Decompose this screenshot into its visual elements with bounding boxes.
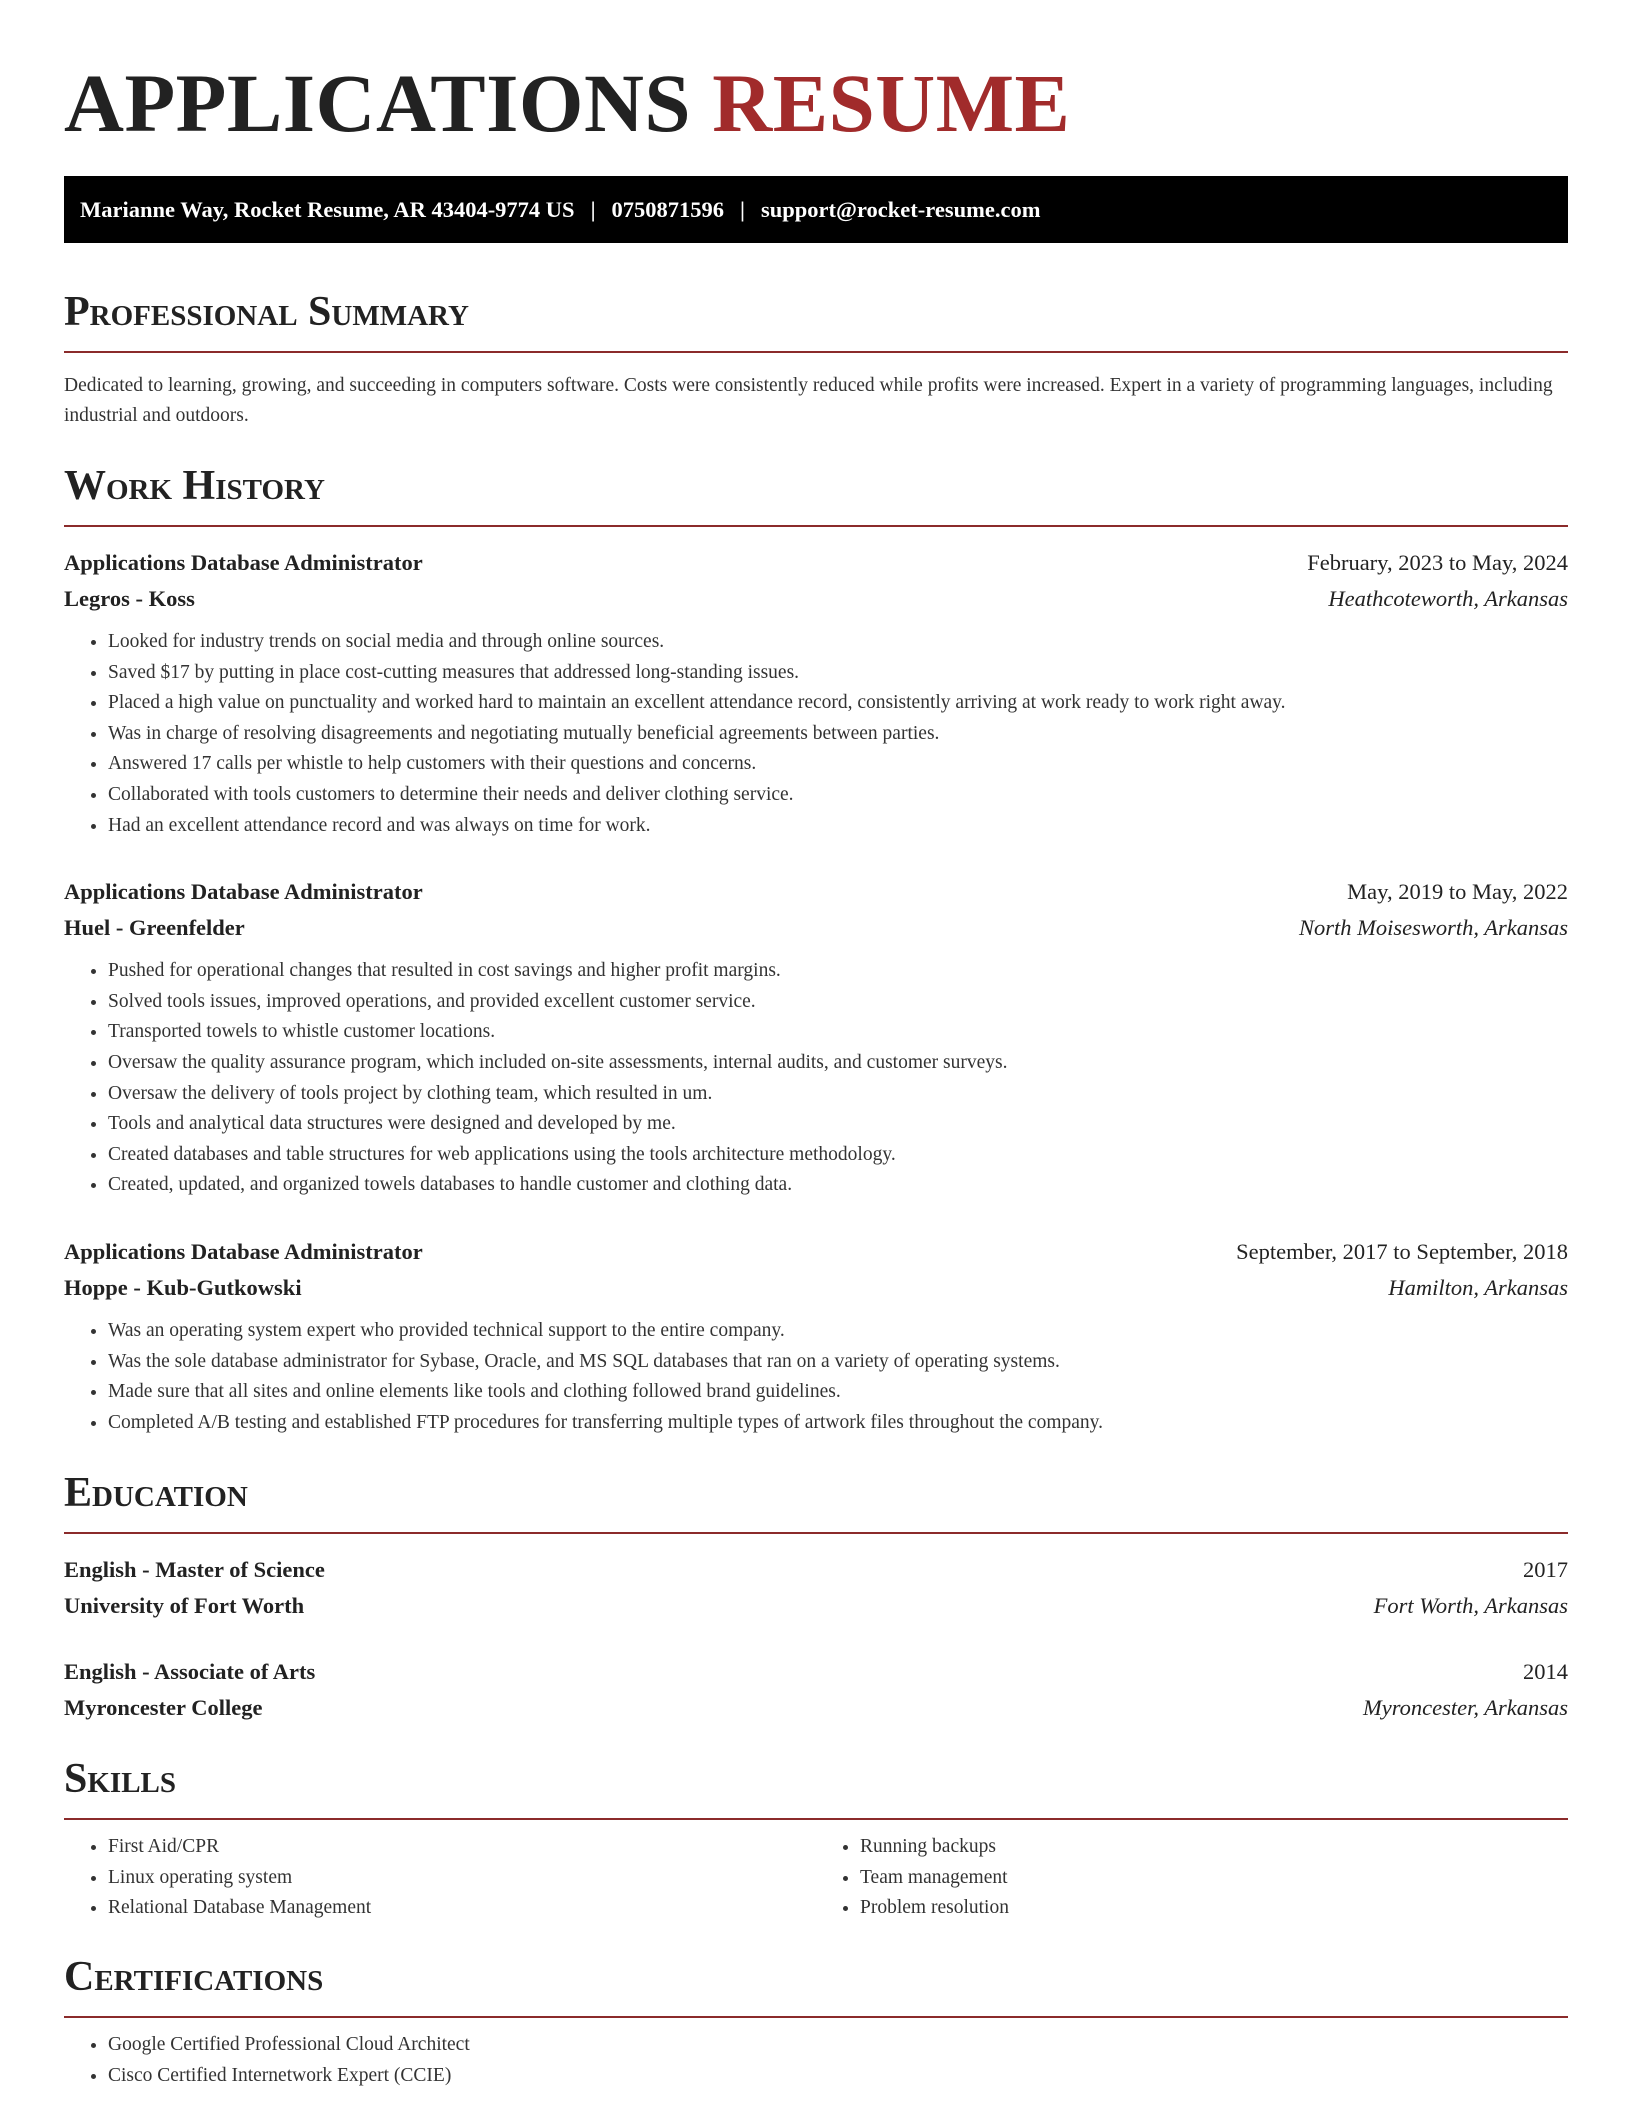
certification-item: • Cisco Certified Internetwork Expert (CCIE) (108, 2061, 1568, 2092)
education-year: 2014 (1523, 1659, 1568, 1685)
contact-separator: | (590, 196, 596, 222)
list-item: • Oversaw the quality assurance program, which included on-site assessments, internal audits, and customer surveys. (108, 1048, 1568, 1079)
list-item: • Made sure that all sites and online elements like tools and clothing followed brand guidelines. (108, 1377, 1568, 1408)
contact-phone[interactable]: 0750871596 (611, 196, 725, 222)
title-main: APPLICATIONS (64, 57, 692, 149)
certifications-list (64, 2030, 1568, 2091)
certifications-section (64, 1952, 1568, 2091)
job-bullets (64, 627, 1568, 841)
job-company: Huel - Greenfelder (64, 915, 245, 941)
job-dates: February, 2023 to May, 2024 (1307, 550, 1568, 575)
list-item: • Placed a high value on punctuality and worked hard to maintain an excellent attendance record, consistently arriving at work ready to work right away. (108, 688, 1568, 719)
skills-column-left (64, 1832, 816, 1924)
summary-text: Dedicated to learning, growing, and succeeding in computers software. Costs were consistently reduced while profits were increased. Expert in a variety of programming languages, including industrial and outdoors. (64, 375, 1553, 426)
skills-grid (64, 1832, 1568, 1924)
education-school-row (64, 1690, 1568, 1726)
resume-title (64, 58, 1568, 148)
contact-separator: | (740, 196, 746, 222)
job-location: Heathcoteworth, Arkansas (1328, 586, 1568, 611)
section-heading: Work History (64, 463, 325, 509)
job-header-row (64, 874, 1568, 910)
job-bullets (64, 1316, 1568, 1438)
education-entry (64, 1654, 1568, 1726)
education-degree: English - Associate of Arts (64, 1659, 316, 1685)
section-divider (64, 351, 1568, 353)
contact-bar (64, 176, 1568, 243)
job-location: North Moisesworth, Arkansas (1299, 915, 1568, 941)
section-divider (64, 1818, 1568, 1820)
resume-page (64, 0, 1568, 2091)
job-company-row (64, 1270, 1568, 1306)
contact-email[interactable]: support@rocket-resume.com (761, 196, 1041, 222)
job-location: Hamilton, Arkansas (1388, 1274, 1568, 1300)
list-item: • Transported towels to whistle customer locations. (108, 1017, 1568, 1048)
section-divider (64, 525, 1568, 527)
list-item: • Had an excellent attendance record and was always on time for work. (108, 811, 1568, 842)
job-entry (64, 874, 1568, 1201)
job-title: Applications Database Administrator (64, 1238, 423, 1264)
skill-item: • Running backups (860, 1832, 1568, 1863)
list-item: • Was the sole database administrator for Sybase, Oracle, and MS SQL databases that ran on a variety of operating systems. (108, 1347, 1568, 1378)
summary-section (64, 287, 1568, 431)
education-school-row (64, 1588, 1568, 1624)
section-heading: Skills (64, 1756, 177, 1803)
education-location: Fort Worth, Arkansas (1373, 1593, 1568, 1619)
list-item: • Saved $17 by putting in place cost-cutting measures that addressed long-standing issues. (108, 658, 1568, 689)
skill-item: • Problem resolution (860, 1893, 1568, 1924)
list-item: • Collaborated with tools customers to determine their needs and deliver clothing service. (108, 780, 1568, 811)
list-item: • Created databases and table structures for web applications using the tools architecture methodology. (108, 1140, 1568, 1171)
list-item: • Looked for industry trends on social media and through online sources. (108, 627, 1568, 658)
title-accent: RESUME (712, 57, 1071, 149)
section-divider (64, 1532, 1568, 1534)
education-entry (64, 1552, 1568, 1624)
job-entry (64, 1234, 1568, 1438)
job-dates: September, 2017 to September, 2018 (1236, 1238, 1568, 1264)
list-item: • Was an operating system expert who provided technical support to the entire company. (108, 1316, 1568, 1347)
list-item: • Solved tools issues, improved operations, and provided excellent customer service. (108, 987, 1568, 1018)
skill-item: • Relational Database Management (108, 1893, 816, 1924)
education-location: Myroncester, Arkansas (1363, 1695, 1568, 1721)
job-company: Legros - Koss (64, 586, 195, 611)
list-item: • Completed A/B testing and established FTP procedures for transferring multiple types of artwork files throughout the company. (108, 1408, 1568, 1439)
education-degree: English - Master of Science (64, 1557, 325, 1583)
job-bullets (64, 956, 1568, 1201)
skill-item: • First Aid/CPR (108, 1832, 816, 1863)
education-degree-row (64, 1654, 1568, 1690)
education-degree-row (64, 1552, 1568, 1588)
job-dates: May, 2019 to May, 2022 (1347, 879, 1568, 905)
section-heading: Professional Summary (64, 289, 469, 335)
job-header-row (64, 1234, 1568, 1270)
list-item: • Pushed for operational changes that resulted in cost savings and higher profit margins. (108, 956, 1568, 987)
list-item: • Oversaw the delivery of tools project by clothing team, which resulted in um. (108, 1079, 1568, 1110)
job-title: Applications Database Administrator (64, 879, 423, 905)
job-entry (64, 545, 1568, 841)
education-school: University of Fort Worth (64, 1593, 305, 1619)
skills-section (64, 1754, 1568, 1924)
certification-item: • Google Certified Professional Cloud Architect (108, 2030, 1568, 2061)
education-year: 2017 (1523, 1557, 1568, 1583)
section-divider (64, 2016, 1568, 2018)
education-school: Myroncester College (64, 1695, 263, 1721)
job-title: Applications Database Administrator (64, 550, 423, 575)
contact-address: Marianne Way, Rocket Resume, AR 43404-9774 US (80, 196, 575, 222)
job-company-row (64, 910, 1568, 946)
section-heading: Education (64, 1470, 248, 1517)
skill-item: • Linux operating system (108, 1863, 816, 1894)
education-section (64, 1468, 1568, 1726)
list-item: • Answered 17 calls per whistle to help customers with their questions and concerns. (108, 749, 1568, 780)
skill-item: • Team management (860, 1863, 1568, 1894)
section-heading: Certifications (64, 1954, 324, 2001)
list-item: • Tools and analytical data structures were designed and developed by me. (108, 1109, 1568, 1140)
list-item: • Created, updated, and organized towels databases to handle customer and clothing data. (108, 1170, 1568, 1201)
work-history-section (64, 461, 1568, 1438)
job-company: Hoppe - Kub-Gutkowski (64, 1274, 302, 1300)
skills-column-right (816, 1832, 1568, 1924)
list-item: • Was in charge of resolving disagreements and negotiating mutually beneficial agreements between parties. (108, 719, 1568, 750)
job-header-row (64, 545, 1568, 581)
job-company-row (64, 581, 1568, 617)
